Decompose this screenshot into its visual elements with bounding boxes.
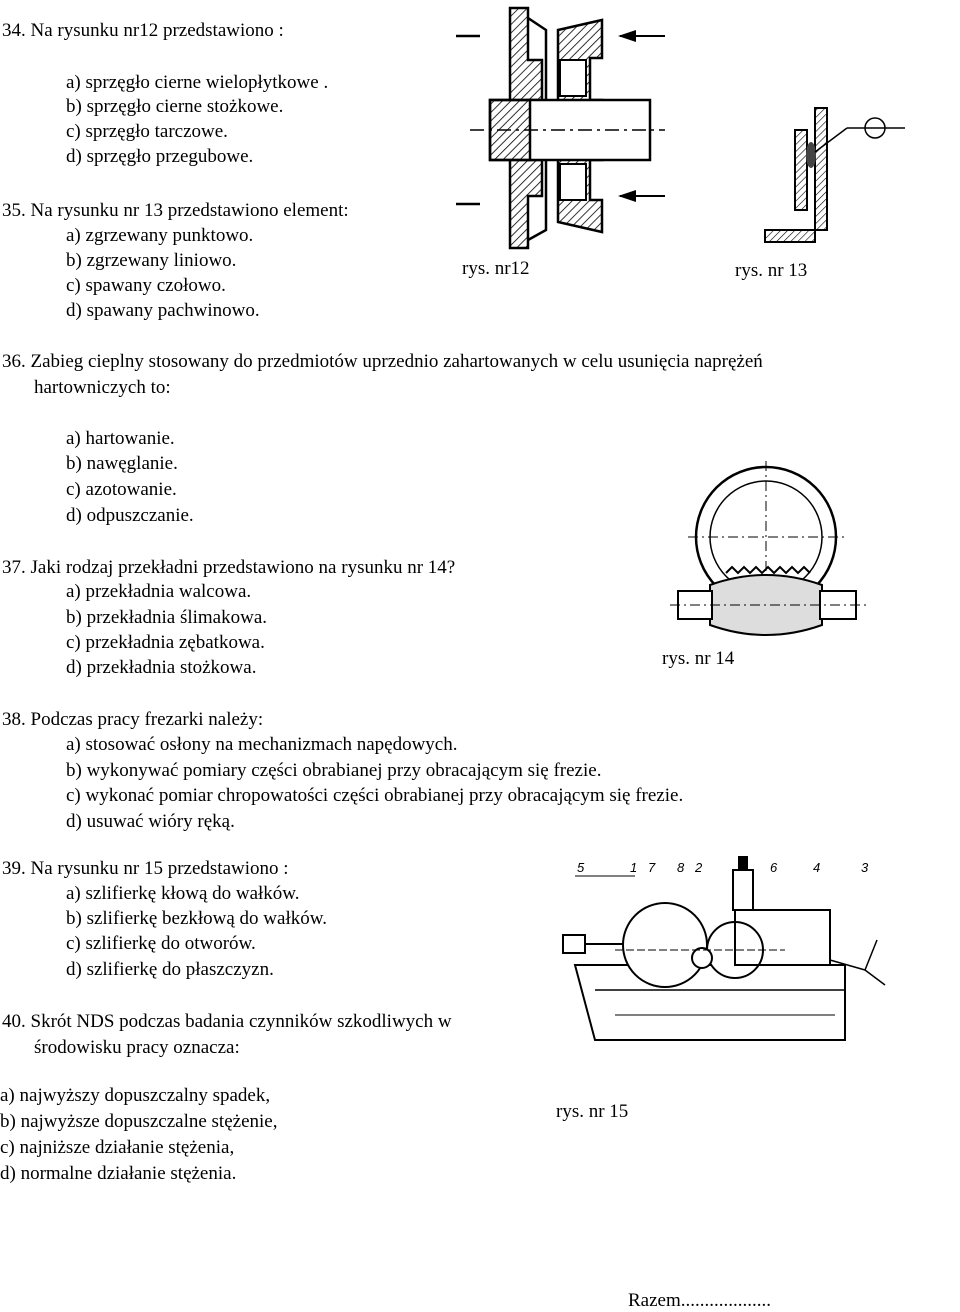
q39-option-a[interactable]: a) szlifierkę kłową do wałków.: [66, 883, 300, 904]
figure-15-caption: rys. nr 15: [556, 1101, 629, 1122]
figure-12-clutch: [450, 0, 670, 260]
q35-option-d[interactable]: d) spawany pachwinowo.: [66, 300, 260, 321]
q36-option-b[interactable]: b) nawęglanie.: [66, 453, 178, 474]
figure-15-label-5: 5: [577, 860, 585, 875]
q37-option-b[interactable]: b) przekładnia ślimakowa.: [66, 607, 268, 628]
q37-option-d[interactable]: d) przekładnia stożkowa.: [66, 657, 257, 678]
figure-15-label-2: 2: [695, 860, 703, 875]
question-34: 34. Na rysunku nr12 przedstawiono :: [2, 20, 284, 41]
q36-option-c[interactable]: c) azotowanie.: [66, 479, 177, 500]
q38-option-c[interactable]: c) wykonać pomiar chropowatości części obrabianej przy obracającym się frezie.: [66, 785, 684, 806]
question-35: 35. Na rysunku nr 13 przedstawiono element:: [2, 200, 349, 221]
figure-15-grinder: [555, 850, 900, 1060]
q34-option-a[interactable]: a) sprzęgło cierne wielopłytkowe .: [66, 72, 329, 93]
figure-15-label-7: 7: [648, 860, 656, 875]
question-40-line1: 40. Skrót NDS podczas badania czynników szkodliwych w: [2, 1011, 452, 1032]
figure-14-worm-gear: [670, 455, 870, 665]
q37-option-c[interactable]: c) przekładnia zębatkowa.: [66, 632, 265, 653]
question-37: 37. Jaki rodzaj przekładni przedstawiono na rysunku nr 14?: [2, 557, 456, 578]
figure-13-weld: [755, 100, 915, 250]
q36-option-a[interactable]: a) hartowanie.: [66, 428, 175, 449]
q34-option-b[interactable]: b) sprzęgło cierne stożkowe.: [66, 96, 284, 117]
q40-option-a[interactable]: a) najwyższy dopuszczalny spadek,: [0, 1085, 271, 1106]
q34-option-d[interactable]: d) sprzęgło przegubowe.: [66, 146, 254, 167]
q37-option-a[interactable]: a) przekładnia walcowa.: [66, 581, 252, 602]
q34-option-c[interactable]: c) sprzęgło tarczowe.: [66, 121, 228, 142]
q36-option-d[interactable]: d) odpuszczanie.: [66, 505, 194, 526]
question-40-line2: środowisku pracy oznacza:: [34, 1037, 240, 1058]
figure-15-labels: [577, 860, 869, 875]
figure-14-caption: rys. nr 14: [662, 648, 735, 669]
q35-option-b[interactable]: b) zgrzewany liniowo.: [66, 250, 237, 271]
q38-option-a[interactable]: a) stosować osłony na mechanizmach napędowych.: [66, 734, 458, 755]
q39-option-d[interactable]: d) szlifierkę do płaszczyzn.: [66, 959, 274, 980]
q40-option-b[interactable]: b) najwyższe dopuszczalne stężenie,: [0, 1111, 278, 1132]
figure-15-label-1: 1: [630, 860, 638, 875]
question-36-line2: hartowniczych to:: [34, 377, 171, 398]
q38-option-b[interactable]: b) wykonywać pomiary części obrabianej przy obracającym się frezie.: [66, 760, 602, 781]
question-38: 38. Podczas pracy frezarki należy:: [2, 709, 264, 730]
q39-option-b[interactable]: b) szlifierkę bezkłową do wałków.: [66, 908, 327, 929]
figure-15-label-4: 4: [813, 860, 821, 875]
question-36-line1: 36. Zabieg cieplny stosowany do przedmiotów uprzednio zahartowanych w celu usunięcia naprężeń: [2, 351, 763, 372]
figure-15-label-3: 3: [861, 860, 869, 875]
figure-15-label-8: 8: [677, 860, 685, 875]
q35-option-a[interactable]: a) zgrzewany punktowo.: [66, 225, 254, 246]
figure-15-label-6: 6: [770, 860, 778, 875]
score-field[interactable]: Razem...................: [628, 1290, 772, 1311]
q40-option-c[interactable]: c) najniższe działanie stężenia,: [0, 1137, 235, 1158]
figure-13-caption: rys. nr 13: [735, 260, 808, 281]
q39-option-c[interactable]: c) szlifierkę do otworów.: [66, 933, 256, 954]
q35-option-c[interactable]: c) spawany czołowo.: [66, 275, 226, 296]
figure-12-caption: rys. nr12: [462, 258, 530, 279]
q40-option-d[interactable]: d) normalne działanie stężenia.: [0, 1163, 237, 1184]
q38-option-d[interactable]: d) usuwać wióry ręką.: [66, 811, 235, 832]
question-39: 39. Na rysunku nr 15 przedstawiono :: [2, 858, 289, 879]
